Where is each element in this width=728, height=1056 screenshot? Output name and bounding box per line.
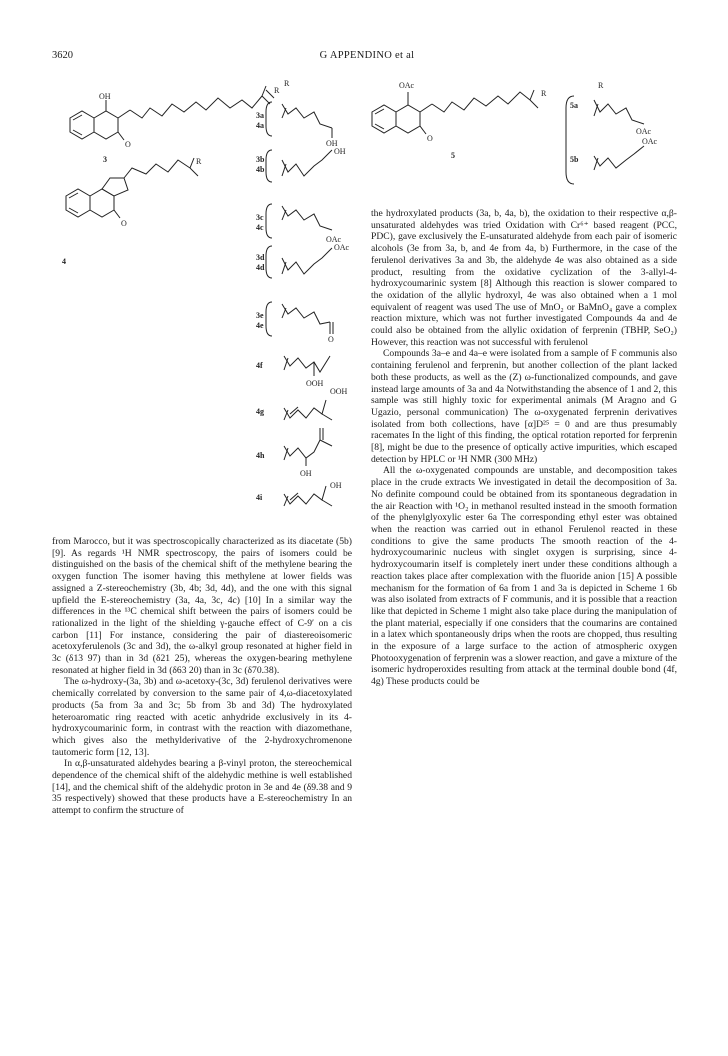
oh-label-4i: OH: [330, 481, 342, 490]
label-4d: 4d: [256, 263, 265, 272]
structure-5: [372, 90, 538, 134]
oh-label-3: OH: [99, 92, 111, 101]
ooh-label-4g: OOH: [330, 387, 348, 396]
oac-label-5b: OAc: [642, 137, 658, 146]
r-label-series: R: [284, 79, 290, 88]
label-3d: 3d: [256, 253, 265, 262]
label-4e: 4e: [256, 321, 264, 330]
oac-label-5: OAc: [399, 81, 415, 90]
r-label-3: R: [274, 86, 280, 95]
r-label-5ab: R: [598, 81, 604, 90]
label-3b: 3b: [256, 155, 265, 164]
o-label-4: O: [121, 219, 127, 228]
label-4c: 4c: [256, 223, 264, 232]
label-4g: 4g: [256, 407, 264, 416]
compound-label-4: 4: [62, 257, 66, 266]
label-3a: 3a: [256, 111, 264, 120]
label-4f: 4f: [256, 361, 263, 370]
text-column-left: [52, 536, 352, 817]
label-4a: 4a: [256, 121, 264, 130]
structure-4: [66, 158, 198, 218]
paragraph: the hydroxylated products (3a, b, 4a, b), the oxidation to their respective α,β-unsaturated aldehydes was tried Oxidation with Cr⁶⁺ based reagent (PCC, PDC), gave exclusively the E-unsaturated aldehyde from each pair of isomeric alcohols (3e from 3a, b, and 4e from 4a, b) Furthermore, in the case of the ferulenol derivatives 3a and 3b, the aldehyde 4e was also obtained as a side product, resulting from the oxidative cyclization of the 3-allyl-4-hydroxycoumarinic system [8] Although this reaction is slower compared to the oxidation of the allylic hydroxyl, 4e was also obtained when a 1 mol equivalent of reagent was used The use of MnO₂ or BaMnO₄ gave a complex reaction mixture, which was not further investigated Compounds 4a and 4e could also be obtained from the allylic oxidation of ferprenin (TBHP, SeO₂) However, this reaction was not successful with ferulenol: [371, 208, 677, 348]
label-5a: 5a: [570, 101, 578, 110]
oh-label-3a: OH: [326, 139, 338, 148]
label-3e: 3e: [256, 311, 264, 320]
page-number: 3620: [52, 50, 73, 61]
oac-label-5a: OAc: [636, 127, 652, 136]
paragraph: The ω-hydroxy-(3a, 3b) and ω-acetoxy-(3c, 3d) ferulenol derivatives were chemically correlated by conversion to the same pair of 4,ω-diacetoxylated products (5a from 3a and 3c; 5b from 3b and 3d) The hydroxylated heteroaromatic ring reacted with acetic anhydride exclusively in its 4-hydroxycoumarinic form, in contrast with the reaction with diazomethane, which gives also the methylderivative of the 2-hydroxychromenone tautomeric form [12, 13].: [52, 676, 352, 758]
r-label-4: R: [196, 157, 202, 166]
running-head: G APPENDINO et al: [319, 50, 415, 61]
label-4b: 4b: [256, 165, 265, 174]
paragraph: In α,β-unsaturated aldehydes bearing a β-vinyl proton, the stereochemical dependence of the chemical shift of the aldehydic methine is well established [14], and the chemical shift of the aldehydic proton in 3e and 4e (δ9.38 and 9 35 respectively) showed that these products have a E-stereochemistry In an attempt to confirm the structure of: [52, 758, 352, 817]
oh-label-4h: OH: [300, 469, 312, 478]
label-3c: 3c: [256, 213, 264, 222]
label-4i: 4i: [256, 493, 263, 502]
paragraph: Compounds 3a–e and 4a–e were isolated from a sample of F communis also containing ferulenol and ferprenin, but another collection of the plant lacked both these products, as well as the (Z) ω-functionalized compounds, and gave instead large amounts of 3a and 4a Notwithstanding the absence of 1 and 2, this sample was still highly toxic for experimental animals (M Aragno and G Ugazio, personal communication) The ω-oxygenated ferprenin derivatives isolated from both collections, have [α]D²⁵ = 0 and are thus presumably racemates In the light of this finding, the optical rotation reported for ferprenin [8], might be due to the presence of optically active impurities, which escaped detection by HPLC or ¹H NMR (300 MHz): [371, 348, 677, 465]
compound-label-3: 3: [103, 155, 107, 164]
label-5b: 5b: [570, 155, 579, 164]
o-label-3e: O: [328, 335, 334, 344]
oac-label-3c: OAc: [326, 235, 342, 244]
text-column-right: [371, 208, 677, 688]
ooh-label-4f: OOH: [306, 379, 324, 388]
paragraph: All the ω-oxygenated compounds are unstable, and decomposition takes place in the crude extracts We investigated in detail the decomposition of 3a. No definite compound could be obtained from its spontaneous degradation in the air Reaction with ¹O₂ in methanol resulted instead in the smooth formation of the phenylglyoxylic ester 6a The corresponding ethyl ester was obtained when the reaction was carried out in ethanol Ferulenol reacted in these conditions to give the same products The smooth reaction of the 4-hydroxycoumarinic nucleus with singlet oxygen is surprising, since 4-hydroxycoumarin itself is completely inert under these conditions although a reaction takes place after complexation with the fluoride anion [15] A possible mechanism for the formation of 6a from 1 and 3a is depicted in Scheme 1 6b was also isolated from extracts of F communis, and it is possible that a reaction like that depicted in Scheme 1 might also take place during the manipulation of the plant material, especially if one considers that the coumarins are contained in a latex which spontaneously drips when the roots are chopped, thus resulting in the exposure of a large surface to the action of atmospheric oxygen Photooxygenation of ferprenin was a slower reaction, and gave a mixture of the isomeric hydroperoxides resulting from attack at the terminal double bond (4f, 4g) These products could be: [371, 465, 677, 688]
paragraph: from Marocco, but it was spectroscopically characterized as its diacetate (5b) [9]. As regards ¹H NMR spectroscopy, the pairs of isomers could be distinguished on the basis of the chemical shift of the methylene bearing the oxygen function The isomer having this methylene at lower fields was assigned a Z-stereochemistry (3b, 4b; 3d, 4d), and the one with this signal upfield the E-stereochemistry (3a, 4a, 3c, 4c) [10] In a similar way the differences in the ¹³C chemical shift between the pairs of isomers could be rationalized in the light of the shielding γ-gauche effect of C-9′ on a cis carbon [11] For instance, considering the pair of diastereoisomeric acetoxyferulenols (3c and 3d), the ω-alkyl group resonated at higher field in 3c (δ13 97) than in 3d (δ21 25), whereas the oxygen-bearing methylene resonated at higher field in 3d (δ63 20) than in 3c (δ70.38).: [52, 536, 352, 676]
oh-label-3b: OH: [334, 147, 346, 156]
r-label-5: R: [541, 89, 547, 98]
oac-label-3d: OAc: [334, 243, 350, 252]
label-4h: 4h: [256, 451, 265, 460]
o-label-3: O: [125, 140, 131, 149]
compound-label-5: 5: [451, 151, 455, 160]
o-label-5: O: [427, 134, 433, 143]
